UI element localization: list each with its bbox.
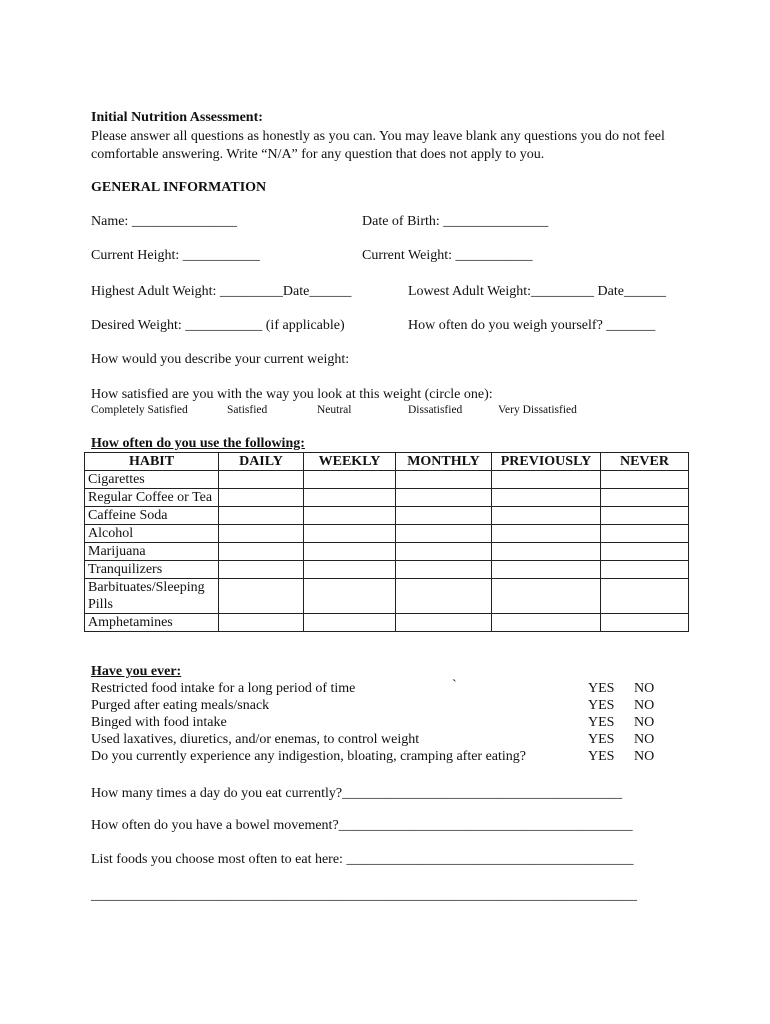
highest-weight-field[interactable]: Highest Adult Weight: _________Date______ (91, 284, 352, 299)
response-cell[interactable] (304, 525, 396, 543)
satisfaction-option[interactable]: Satisfied (227, 404, 268, 416)
response-cell[interactable] (219, 614, 304, 632)
response-cell[interactable] (492, 579, 601, 614)
table-row (85, 579, 689, 614)
response-cell[interactable] (492, 489, 601, 507)
satisfaction-option[interactable]: Very Dissatisfied (498, 404, 577, 416)
response-cell[interactable] (304, 471, 396, 489)
yes-option[interactable]: YES (588, 698, 615, 713)
response-cell[interactable] (396, 489, 492, 507)
habits-header-row (85, 453, 689, 471)
table-row (85, 614, 689, 632)
satisfaction-option[interactable]: Completely Satisfied (91, 404, 188, 416)
yes-option[interactable]: YES (588, 681, 615, 696)
table-row (85, 507, 689, 525)
list-item (91, 715, 661, 732)
habit-label: Regular Coffee or Tea (85, 489, 219, 507)
ever-question: Binged with food intake (91, 715, 227, 730)
habit-label: Marijuana (85, 543, 219, 561)
response-cell[interactable] (304, 543, 396, 561)
table-row (85, 471, 689, 489)
daily-column-header: DAILY (219, 453, 304, 471)
describe-weight-question: How would you describe your current weight: (91, 352, 350, 367)
yes-option[interactable]: YES (588, 749, 615, 764)
no-option[interactable]: NO (634, 715, 655, 730)
response-cell[interactable] (601, 614, 689, 632)
response-cell[interactable] (492, 525, 601, 543)
bowel-movement-field[interactable]: How often do you have a bowel movement?__________________________________________ (91, 818, 633, 833)
table-row (85, 525, 689, 543)
no-option[interactable]: NO (634, 698, 655, 713)
response-cell[interactable] (396, 471, 492, 489)
habit-label: Tranquilizers (85, 561, 219, 579)
response-cell[interactable] (601, 561, 689, 579)
habit-label: Caffeine Soda (85, 507, 219, 525)
never-column-header: NEVER (601, 453, 689, 471)
response-cell[interactable] (219, 543, 304, 561)
stray-mark: ` (452, 678, 457, 693)
have-you-ever-title: Have you ever: (91, 664, 182, 679)
response-cell[interactable] (492, 543, 601, 561)
weekly-column-header: WEEKLY (304, 453, 396, 471)
favorite-foods-field[interactable]: List foods you choose most often to eat here: _________________________________________ (91, 852, 634, 867)
response-cell[interactable] (601, 471, 689, 489)
response-cell[interactable] (304, 561, 396, 579)
dob-field[interactable]: Date of Birth: _______________ (362, 214, 549, 229)
response-cell[interactable] (601, 507, 689, 525)
name-field[interactable]: Name: _______________ (91, 214, 237, 229)
response-cell[interactable] (396, 561, 492, 579)
list-item (91, 732, 661, 749)
previously-column-header: PREVIOUSLY (492, 453, 601, 471)
satisfaction-option[interactable]: Neutral (317, 404, 352, 416)
response-cell[interactable] (219, 579, 304, 614)
table-row (85, 489, 689, 507)
meals-per-day-field[interactable]: How many times a day do you eat currently?________________________________________ (91, 786, 623, 801)
response-cell[interactable] (304, 614, 396, 632)
ever-question: Do you currently experience any indigestion, bloating, cramping after eating? (91, 749, 527, 764)
list-item (91, 681, 661, 698)
habits-title: How often do you use the following: (91, 436, 305, 451)
response-cell[interactable] (219, 489, 304, 507)
table-row (85, 543, 689, 561)
response-cell[interactable] (396, 614, 492, 632)
response-cell[interactable] (219, 471, 304, 489)
response-cell[interactable] (396, 525, 492, 543)
habit-label: Cigarettes (85, 471, 219, 489)
list-item (91, 749, 661, 766)
habit-label: Amphetamines (85, 614, 219, 632)
response-cell[interactable] (304, 579, 396, 614)
current-height-field[interactable]: Current Height: ___________ (91, 248, 260, 263)
habits-table (84, 452, 689, 632)
response-cell[interactable] (396, 507, 492, 525)
satisfaction-question: How satisfied are you with the way you look at this weight (circle one): (91, 387, 493, 402)
intro-paragraph: Please answer all questions as honestly as you can. You may leave blank any questions you do not feel comfortable answering. Write “N/A” for any question that does not apply to you. (91, 129, 665, 162)
response-cell[interactable] (492, 471, 601, 489)
response-cell[interactable] (601, 543, 689, 561)
response-cell[interactable] (492, 614, 601, 632)
habit-label: Barbituates/Sleeping Pills (85, 579, 219, 614)
table-row (85, 561, 689, 579)
response-cell[interactable] (601, 579, 689, 614)
current-weight-field[interactable]: Current Weight: ___________ (362, 248, 533, 263)
response-cell[interactable] (219, 561, 304, 579)
response-cell[interactable] (492, 561, 601, 579)
response-cell[interactable] (304, 489, 396, 507)
habit-label: Alcohol (85, 525, 219, 543)
monthly-column-header: MONTHLY (396, 453, 492, 471)
general-info-title: GENERAL INFORMATION (91, 180, 267, 195)
form-heading: Initial Nutrition Assessment: (91, 110, 263, 125)
habit-column-header: HABIT (85, 453, 219, 471)
weigh-frequency-field[interactable]: How often do you weigh yourself? _______ (408, 318, 656, 333)
ever-question: Used laxatives, diuretics, and/or enemas, to control weight (91, 732, 420, 747)
satisfaction-option[interactable]: Dissatisfied (408, 404, 463, 416)
response-cell[interactable] (304, 507, 396, 525)
desired-weight-field[interactable]: Desired Weight: ___________ (if applicable) (91, 318, 345, 333)
no-option[interactable]: NO (634, 732, 655, 747)
no-option[interactable]: NO (634, 681, 655, 696)
response-cell[interactable] (396, 543, 492, 561)
response-cell[interactable] (396, 579, 492, 614)
lowest-weight-field[interactable]: Lowest Adult Weight:_________ Date______ (408, 284, 666, 299)
response-cell[interactable] (601, 525, 689, 543)
response-cell[interactable] (219, 507, 304, 525)
yes-option[interactable]: YES (588, 732, 615, 747)
response-cell[interactable] (219, 525, 304, 543)
ever-question: Purged after eating meals/snack (91, 698, 270, 713)
response-cell[interactable] (492, 507, 601, 525)
favorite-foods-line[interactable]: ______________________________________________________________________________ (91, 888, 637, 903)
list-item (91, 698, 661, 715)
ever-question: Restricted food intake for a long period of time (91, 681, 356, 696)
no-option[interactable]: NO (634, 749, 655, 764)
yes-option[interactable]: YES (588, 715, 615, 730)
response-cell[interactable] (601, 489, 689, 507)
